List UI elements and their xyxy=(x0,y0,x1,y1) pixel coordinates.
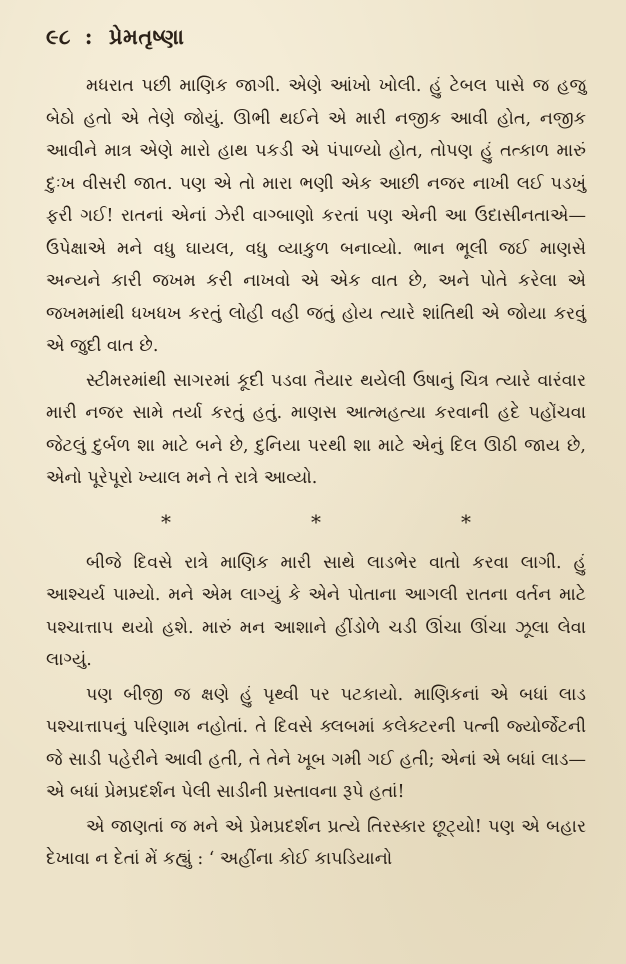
page-number: ૯૮ xyxy=(46,24,71,49)
section-break-asterisk: * xyxy=(311,509,321,534)
paragraph-2: સ્ટીમરમાંથી સાગરમાં કૂદી પડવા તૈયાર થયેલી ઉષાનું ચિત્ર ત્યારે વારંવાર મારી નજર સામે તર્યા કરતું હતું. માણસ આત્મહત્યા કરવાની હદે પહોંચવા જેટલું દુર્બળ શા માટે બને છે, દુનિયા પરથી શા માટે એનું દિલ ઊઠી જાય છે, એનો પૂરેપૂરો ખ્યાલ મને તે રાત્રે આવ્યો. xyxy=(46,370,586,488)
paragraph-5: એ જાણતાં જ મને એ પ્રેમપ્રદર્શન પ્રત્યે તિરસ્કાર છૂટ્યો! પણ એ બહાર દેખાવા ન દેતાં મેં કહ્યું : ‘ અહીંના કોઈ કાપડિયાનો xyxy=(46,816,586,869)
paragraph-1: મધરાત પછી માણિક જાગી. એણે આંખો ખોલી. હું ટેબલ પાસે જ હજુ બેઠો હતો એ તેણે જોયું. ઊભી થઈને એ મારી નજીક આવી હોત, નજીક આવીને માત્ર એણે મારો હાથ પકડી એ પંપાળ્યો હોત, તોપણ હું તત્કાળ મારું દુઃખ વીસરી જાત. પણ એ તો મારા ભણી એક આછી નજર નાખી લઈ પડખું ફરી ગઈ! રાતનાં એનાં ઝેરી વાગ્બાણો કરતાં પણ એની આ ઉદાસીનતાએ—ઉપેક્ષાએ મને વધુ ઘાયલ, વધુ વ્યાકુળ બનાવ્યો. ભાન ભૂલી જઈ માણસે અન્યને કારી જખમ કરી નાખવો એ એક વાત છે, અને પોતે કરેલા એ જખમમાંથી ધખધખ કરતું લોહી વહી જતું હોય ત્યારે શાંતિથી એ જોયા કરવું એ જુદી વાત છે. xyxy=(46,76,586,356)
paragraph-4: પણ બીજી જ ક્ષણે હું પૃથ્વી પર પટકાયો. માણિકનાં એ બધાં લાડ પશ્ચાત્તાપનું પરિણામ નહોતાં. તે દિવસે ક્લબમાં કલેક્ટરની પત્ની જ્યોર્જેટની જે સાડી પહેરીને આવી હતી, તે તેને ખૂબ ગમી ગઈ હતી; એનાં એ બધાં લાડ—એ બધાં પ્રેમપ્રદર્શન પેલી સાડીની પ્રસ્તાવના રૂપે હતાં! xyxy=(46,684,586,802)
section-break-asterisk: * xyxy=(161,509,171,534)
paragraph-3: બીજે દિવસે રાત્રે માણિક મારી સાથે લાડભેર વાતો કરવા લાગી. હું આશ્ચર્ય પામ્યો. મને એમ લાગ્યું કે એને પોતાના આગલી રાતના વર્તન માટે પશ્ચાત્તાપ થયો હશે. મારું મન આશાને હીંડોળે ચડી ઊંચા ઊંચા ઝૂલા લેવા લાગ્યું. xyxy=(46,552,586,670)
book-title: પ્રેમતૃષ્ણા xyxy=(108,24,185,49)
section-break-asterisk: * xyxy=(461,509,471,534)
section-break xyxy=(46,509,586,535)
running-head xyxy=(46,22,586,52)
header-separator: : xyxy=(84,24,94,49)
